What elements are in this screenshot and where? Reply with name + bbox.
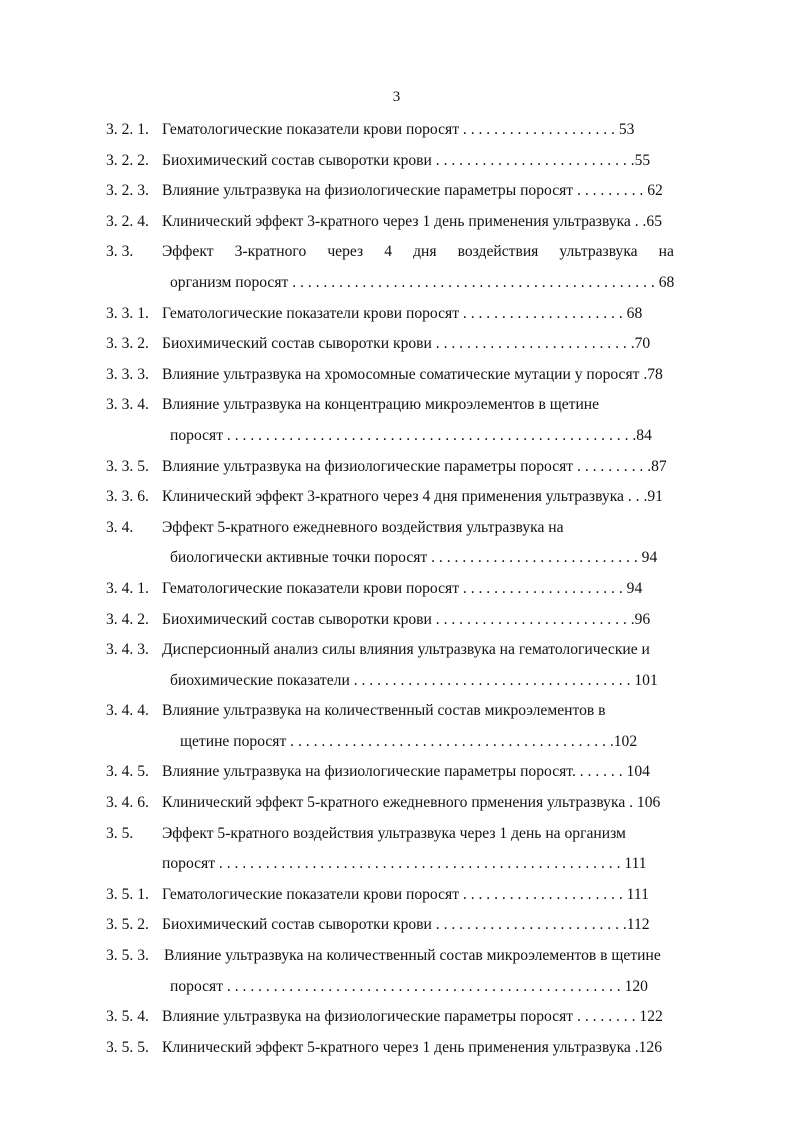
entry-title: Влияние ультразвука на количественный состав микроэлементов в щетине [164, 947, 661, 965]
word: 4 [384, 243, 393, 261]
entry-number: 3. 5. 1. [106, 885, 149, 903]
toc-entry [106, 362, 746, 393]
toc-entry [106, 1004, 746, 1035]
entry-number: 3. 3. 2. [106, 335, 149, 353]
entry-number: 3. 4. 5. [106, 763, 149, 781]
entry-number: 3. 5. 2. [106, 916, 149, 934]
entry-number: 3. 3. [106, 243, 134, 261]
entry-title: Клинический эффект 3-кратного через 1 день применения ультразвука . .65 [162, 212, 663, 230]
toc-entry [106, 759, 746, 790]
entry-title: Эффект 5-кратного воздействия ультразвука через 1 день на организм [162, 824, 626, 842]
page-number: 3 [392, 89, 401, 105]
toc-entry-continuation [106, 270, 746, 301]
entry-title: Влияние ультразвука на количественный состав микроэлементов в [162, 702, 606, 720]
entry-title: Влияние ультразвука на физиологические параметры поросят . . . . . . . . . .87 [162, 457, 667, 475]
entry-number: 3. 5. 3. [106, 947, 149, 965]
toc-entry-continuation [106, 974, 746, 1005]
toc-entry [106, 454, 746, 485]
entry-title: Биохимический состав сыворотки крови . . . . . . . . . . . . . . . . . . . . . . . . . .96 [162, 610, 651, 628]
toc-entry [106, 576, 746, 607]
entry-title: Эффект 5-кратного ежедневного воздействия ультразвука на [162, 518, 564, 536]
entry-title: Биохимический состав сыворотки крови . . . . . . . . . . . . . . . . . . . . . . . . .112 [162, 916, 650, 934]
entry-number: 3. 2. 3. [106, 182, 149, 200]
entry-number: 3. 5. 5. [106, 1038, 149, 1056]
entry-number: 3. 2. 2. [106, 151, 149, 169]
entry-number: 3. 5. [106, 824, 134, 842]
entry-number: 3. 4. 1. [106, 579, 149, 597]
entry-title-justified [162, 243, 674, 261]
toc-entry [106, 1035, 746, 1066]
entry-number: 3. 4. 2. [106, 610, 149, 628]
word: ультразвука [559, 243, 638, 261]
entry-number: 3. 3. 5. [106, 457, 149, 475]
entry-number: 3. 3. 4. [106, 396, 149, 414]
word: Эффект [162, 243, 214, 261]
word: воздействия [457, 243, 539, 261]
entry-number: 3. 3. 1. [106, 304, 149, 322]
entry-number: 3. 5. 4. [106, 1008, 149, 1026]
entry-title: Влияние ультразвука на физиологические параметры поросят . . . . . . . . 122 [162, 1008, 663, 1026]
entry-title: Влияние ультразвука на концентрацию микроэлементов в щетине [162, 396, 600, 414]
entry-number: 3. 2. 4. [106, 212, 149, 230]
entry-number: 3. 3. 3. [106, 365, 149, 383]
toc-entry [106, 943, 746, 974]
word: 3-кратного [234, 243, 307, 261]
toc-entry [106, 301, 746, 332]
toc-entry [106, 698, 746, 729]
toc-entry [106, 209, 746, 240]
entry-number: 3. 4. 6. [106, 794, 149, 812]
toc-entry [106, 148, 746, 179]
entry-title: Биохимический состав сыворотки крови . . . . . . . . . . . . . . . . . . . . . . . . . .70 [162, 335, 651, 353]
toc-entry [106, 178, 746, 209]
toc-entry [106, 117, 746, 148]
table-of-contents [106, 117, 746, 1065]
word: дня [413, 243, 437, 261]
entry-title: Гематологические показатели крови поросят . . . . . . . . . . . . . . . . . . . . . 94 [162, 579, 643, 597]
word: на [658, 243, 674, 261]
entry-title: организм поросят . . . . . . . . . . . . . . . . . . . . . . . . . . . . . . . . . . . . . . . . . . . . . . . 68 [170, 273, 675, 291]
toc-entry-continuation [106, 545, 746, 576]
entry-number: 3. 2. 1. [106, 121, 149, 138]
entry-title: Гематологические показатели крови поросят . . . . . . . . . . . . . . . . . . . . . 111 [162, 885, 649, 903]
toc-entry-continuation [106, 851, 746, 882]
entry-title: биологически активные точки поросят . . . . . . . . . . . . . . . . . . . . . . . . . . . 94 [170, 549, 658, 567]
toc-entry-continuation [106, 729, 746, 760]
toc-entry [106, 331, 746, 362]
entry-title: щетине поросят . . . . . . . . . . . . . . . . . . . . . . . . . . . . . . . . . . . . . . . . . .102 [180, 732, 638, 750]
entry-number: 3. 4. 3. [106, 641, 149, 659]
toc-entry [106, 484, 746, 515]
entry-title: Влияние ультразвука на физиологические параметры поросят . . . . . . . . . 62 [162, 182, 663, 200]
toc-entry-continuation [106, 423, 746, 454]
toc-entry [106, 882, 746, 913]
toc-entry [106, 515, 746, 546]
entry-title: поросят . . . . . . . . . . . . . . . . . . . . . . . . . . . . . . . . . . . . . . . . . . . . . . . . . . . . .84 [170, 426, 652, 444]
entry-title: Дисперсионный анализ силы влияния ультразвука на гематологические и [162, 641, 650, 659]
entry-number: 3. 4. [106, 518, 134, 536]
entry-title: поросят . . . . . . . . . . . . . . . . . . . . . . . . . . . . . . . . . . . . . . . . . . . . . . . . . . . 120 [170, 977, 648, 995]
toc-entry [106, 821, 746, 852]
toc-entry-continuation [106, 668, 746, 699]
entry-title: Влияние ультразвука на физиологические параметры поросят. . . . . . . 104 [162, 763, 650, 781]
entry-title: Гематологические показатели крови поросят . . . . . . . . . . . . . . . . . . . . 53 [162, 121, 635, 138]
toc-entry [106, 637, 746, 668]
entry-title: Биохимический состав сыворотки крови . . . . . . . . . . . . . . . . . . . . . . . . . .55 [162, 151, 651, 169]
toc-entry [106, 790, 746, 821]
entry-title: Клинический эффект 5-кратного через 1 день применения ультразвука .126 [162, 1038, 663, 1056]
entry-number: 3. 4. 4. [106, 702, 149, 720]
toc-entry [106, 392, 746, 423]
toc-entry [106, 912, 746, 943]
entry-title: поросят . . . . . . . . . . . . . . . . . . . . . . . . . . . . . . . . . . . . . . . . . . . . . . . . . . . . 111 [162, 855, 647, 873]
toc-entry [106, 239, 746, 270]
entry-title: Клинический эффект 3-кратного через 4 дня применения ультразвука . . .91 [162, 488, 663, 506]
toc-entry [106, 607, 746, 638]
entry-title: Гематологические показатели крови поросят . . . . . . . . . . . . . . . . . . . . . 68 [162, 304, 643, 322]
entry-title: биохимические показатели . . . . . . . . . . . . . . . . . . . . . . . . . . . . . . . . . . . . 101 [170, 671, 658, 689]
word: через [327, 243, 364, 261]
entry-title: Клинический эффект 5-кратного ежедневного прменения ультразвука . 106 [162, 794, 661, 812]
entry-number: 3. 3. 6. [106, 488, 149, 506]
entry-title: Влияние ультразвука на хромосомные соматические мутации у поросят .78 [162, 365, 663, 383]
